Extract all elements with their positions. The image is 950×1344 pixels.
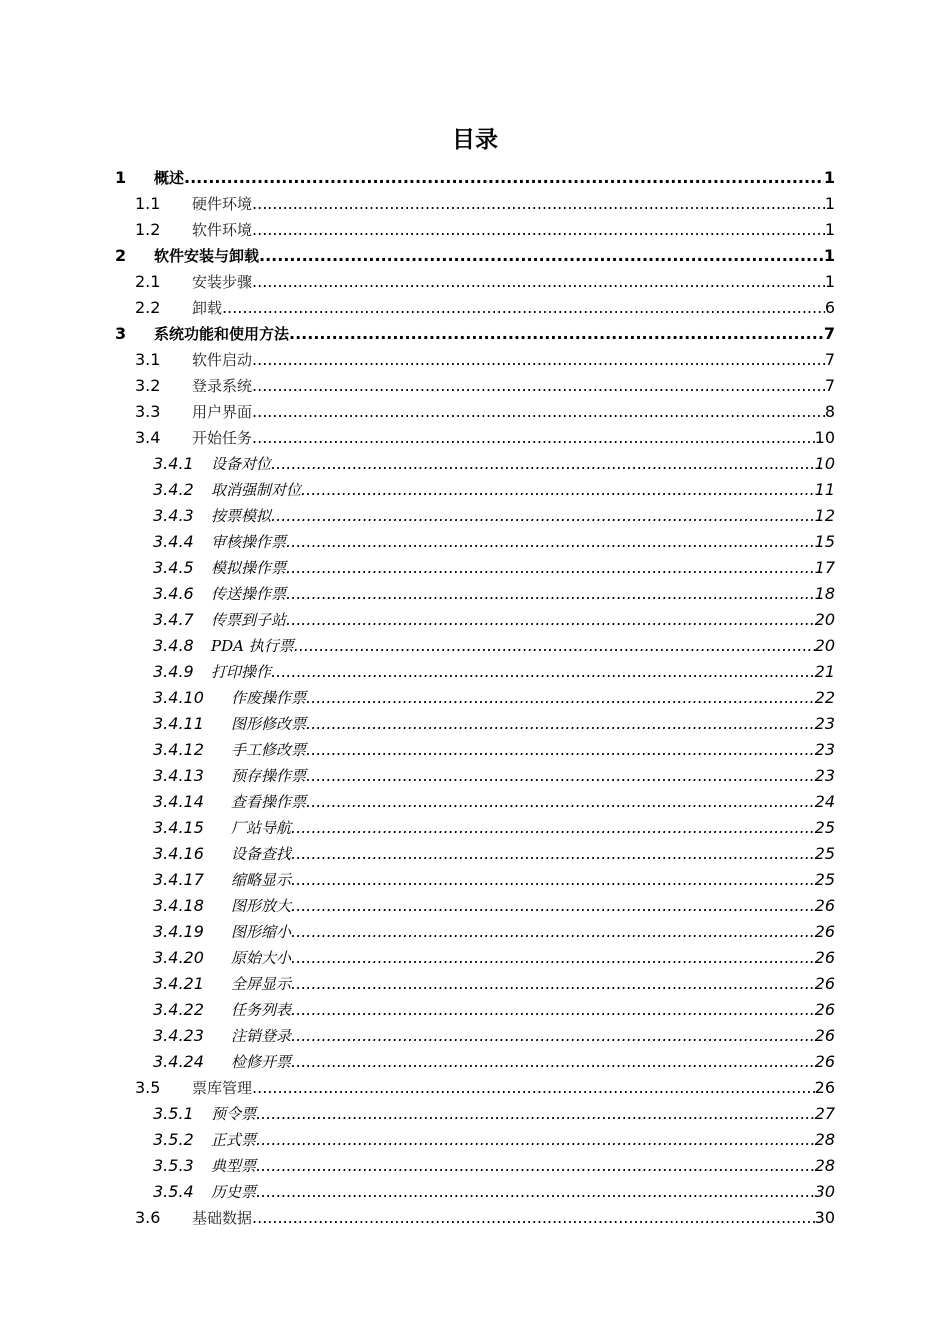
toc-entry-page-number: 25 xyxy=(814,818,835,837)
toc-entry-page-number: 15 xyxy=(814,532,835,551)
toc-entry-number: 3.4.7 xyxy=(153,610,194,629)
toc-entry-label: 图形缩小 xyxy=(231,923,292,941)
toc-entry-page-number: 26 xyxy=(814,1052,835,1071)
toc-entry-label: 软件环境 xyxy=(192,221,253,239)
toc-entry-number: 1.1 xyxy=(135,194,161,213)
toc-entry[interactable] xyxy=(153,734,835,760)
toc-entry[interactable] xyxy=(135,1202,835,1228)
toc-leader-dots xyxy=(291,1052,815,1072)
toc-leader-dots xyxy=(286,532,815,552)
toc-entry-label: 取消强制对位 xyxy=(211,481,302,499)
toc-entry-page-number: 23 xyxy=(814,714,835,733)
toc-leader-dots xyxy=(252,220,825,240)
toc-leader-dots xyxy=(271,506,815,526)
toc-entry-label: 全屏显示 xyxy=(231,975,292,993)
toc-entry-label: 基础数据 xyxy=(192,1209,253,1227)
toc-entry-label: 卸载 xyxy=(192,299,223,317)
toc-entry-number: 3.5.4 xyxy=(153,1182,194,1201)
toc-entry-label: 传票到子站 xyxy=(211,611,287,629)
toc-entry-label: 用户界面 xyxy=(192,403,253,421)
toc-entry-number: 3.4.4 xyxy=(153,532,194,551)
toc-entry[interactable] xyxy=(153,1098,835,1124)
toc-entry-number: 3.4.23 xyxy=(153,1026,204,1045)
toc-entry[interactable] xyxy=(153,812,835,838)
toc-entry-number: 3.4.2 xyxy=(153,480,194,499)
toc-entry-label: 查看操作票 xyxy=(231,793,307,811)
toc-entry[interactable] xyxy=(153,1020,835,1046)
toc-entry-number: 3.4.11 xyxy=(153,714,204,733)
toc-entry[interactable] xyxy=(153,994,835,1020)
toc-leader-dots xyxy=(286,558,815,578)
toc-entry-label: 正式票 xyxy=(211,1131,257,1149)
toc-leader-dots xyxy=(301,480,815,500)
toc-leader-dots xyxy=(271,662,815,682)
toc-leader-dots xyxy=(286,610,815,630)
toc-entry[interactable] xyxy=(153,760,835,786)
toc-entry-label: 设备对位 xyxy=(211,455,272,473)
toc-entry-number: 3.3 xyxy=(135,402,161,421)
toc-leader-dots xyxy=(291,1026,815,1046)
toc-entry[interactable] xyxy=(153,838,835,864)
toc-entry-page-number: 26 xyxy=(814,896,835,915)
toc-entry[interactable] xyxy=(153,1150,835,1176)
toc-entry-label: 系统功能和使用方法 xyxy=(154,325,290,343)
toc-entry-page-number: 26 xyxy=(814,1026,835,1045)
toc-entry-page-number: 20 xyxy=(814,636,835,655)
toc-entry-page-number: 1 xyxy=(824,220,835,239)
toc-entry-page-number: 18 xyxy=(814,584,835,603)
toc-entry[interactable] xyxy=(153,604,835,630)
toc-entry[interactable] xyxy=(153,1124,835,1150)
toc-entry[interactable] xyxy=(153,916,835,942)
toc-entry-page-number: 26 xyxy=(814,1000,835,1019)
toc-entry-page-number: 30 xyxy=(814,1208,835,1227)
toc-entry-label: 模拟操作票 xyxy=(211,559,287,577)
toc-entry-number: 3.4.10 xyxy=(153,688,204,707)
toc-entry-page-number: 1 xyxy=(824,272,835,291)
toc-entry-number: 3.4.5 xyxy=(153,558,194,577)
toc-leader-dots xyxy=(306,688,815,708)
toc-leader-dots xyxy=(259,246,824,266)
toc-leader-dots xyxy=(252,376,825,396)
toc-entry[interactable] xyxy=(115,240,835,266)
toc-leader-dots xyxy=(252,1078,815,1098)
toc-entry-number: 1.2 xyxy=(135,220,161,239)
toc-entry[interactable] xyxy=(135,370,835,396)
toc-entry-number: 3.4.8 xyxy=(153,636,194,655)
toc-entry-label: 硬件环境 xyxy=(192,195,253,213)
toc-entry-number: 3.5.3 xyxy=(153,1156,194,1175)
toc-leader-dots xyxy=(256,1156,815,1176)
toc-entry-number: 2.1 xyxy=(135,272,161,291)
toc-entry[interactable] xyxy=(135,344,835,370)
toc-entry-page-number: 22 xyxy=(814,688,835,707)
toc-entry-number: 3.4.24 xyxy=(153,1052,204,1071)
toc-entry-number: 3.4.12 xyxy=(153,740,204,759)
toc-entry-number: 3.4 xyxy=(135,428,161,447)
toc-entry-page-number: 12 xyxy=(814,506,835,525)
toc-entry-label: 作废操作票 xyxy=(231,689,307,707)
toc-entry[interactable] xyxy=(115,162,835,188)
toc-entry[interactable] xyxy=(153,1046,835,1072)
toc-leader-dots xyxy=(294,636,815,656)
toc-entry-label: 历史票 xyxy=(211,1183,257,1201)
toc-entry-label: 传送操作票 xyxy=(211,585,287,603)
toc-entry-label: 厂站导航 xyxy=(231,819,292,837)
toc-entry-page-number: 30 xyxy=(814,1182,835,1201)
toc-leader-dots xyxy=(306,714,815,734)
toc-entry-label: 登录系统 xyxy=(192,377,253,395)
toc-leader-dots xyxy=(291,922,815,942)
toc-entry-number: 3.4.3 xyxy=(153,506,194,525)
toc-leader-dots xyxy=(306,792,815,812)
toc-entry-page-number: 25 xyxy=(814,870,835,889)
toc-entry-page-number: 7 xyxy=(824,376,835,395)
toc-entry-label: 软件启动 xyxy=(192,351,253,369)
toc-entry-label: 软件安装与卸载 xyxy=(154,247,260,265)
toc-leader-dots xyxy=(256,1130,815,1150)
toc-entry[interactable] xyxy=(135,266,835,292)
toc-entry[interactable] xyxy=(153,448,835,474)
toc-entry-label: 打印操作 xyxy=(211,663,272,681)
toc-entry-page-number: 26 xyxy=(814,974,835,993)
toc-entry-number: 3.4.19 xyxy=(153,922,204,941)
toc-entry-label: 图形放大 xyxy=(231,897,292,915)
toc-entry-label: 检修开票 xyxy=(231,1053,292,1071)
toc-entry-label: 预存操作票 xyxy=(231,767,307,785)
toc-entry-label: 缩略显示 xyxy=(231,871,292,889)
toc-entry-number: 3.4.18 xyxy=(153,896,204,915)
toc-leader-dots xyxy=(291,1000,815,1020)
toc-entry-page-number: 1 xyxy=(823,246,835,265)
toc-leader-dots xyxy=(291,870,815,890)
toc-leader-dots xyxy=(291,948,815,968)
toc-entry-page-number: 21 xyxy=(814,662,835,681)
toc-entry-label: 典型票 xyxy=(211,1157,257,1175)
toc-entry[interactable] xyxy=(153,708,835,734)
toc-entry-number: 3.5.1 xyxy=(153,1104,194,1123)
toc-entry-page-number: 1 xyxy=(823,168,835,187)
toc-entry[interactable] xyxy=(153,656,835,682)
toc-entry-number: 3.4.17 xyxy=(153,870,204,889)
toc-entry[interactable] xyxy=(153,682,835,708)
toc-entry[interactable] xyxy=(135,292,835,318)
toc-entry[interactable] xyxy=(135,1072,835,1098)
toc-leader-dots xyxy=(256,1182,815,1202)
toc-entry-label: 预令票 xyxy=(211,1105,257,1123)
toc-entry[interactable] xyxy=(153,578,835,604)
toc-leader-dots xyxy=(271,454,815,474)
toc-leader-dots xyxy=(291,818,815,838)
toc-leader-dots xyxy=(306,766,815,786)
toc-entry-number: 3.6 xyxy=(135,1208,161,1227)
toc-entry[interactable] xyxy=(135,396,835,422)
toc-entry-number: 3.5 xyxy=(135,1078,161,1097)
toc-entry-number: 3.4.21 xyxy=(153,974,204,993)
toc-entry-label: 开始任务 xyxy=(192,429,253,447)
toc-entry-label: 设备查找 xyxy=(231,845,292,863)
toc-entry-number: 3.4.16 xyxy=(153,844,204,863)
toc-leader-dots xyxy=(291,974,815,994)
toc-leader-dots xyxy=(252,350,825,370)
toc-entry-page-number: 24 xyxy=(814,792,835,811)
toc-leader-dots xyxy=(252,1208,815,1228)
toc-entry[interactable] xyxy=(153,968,835,994)
toc-entry-page-number: 25 xyxy=(814,844,835,863)
toc-entry-page-number: 28 xyxy=(814,1130,835,1149)
toc-entry-label: 票库管理 xyxy=(192,1079,253,1097)
toc-entry[interactable] xyxy=(135,188,835,214)
toc-leader-dots xyxy=(252,194,825,214)
toc-entry-label: 图形修改票 xyxy=(231,715,307,733)
toc-entry-label: 概述 xyxy=(154,169,185,187)
toc-entry[interactable] xyxy=(153,526,835,552)
toc-entry-label: 按票模拟 xyxy=(211,507,272,525)
toc-leader-dots xyxy=(256,1104,815,1124)
toc-entry[interactable] xyxy=(153,942,835,968)
toc-leader-dots xyxy=(291,844,815,864)
toc-entry-page-number: 10 xyxy=(814,454,835,473)
toc-entry-page-number: 28 xyxy=(814,1156,835,1175)
toc-entry-label: PDA 执行票 xyxy=(211,637,294,655)
toc-entry-number: 3.4.9 xyxy=(153,662,194,681)
toc-entry-page-number: 23 xyxy=(814,740,835,759)
toc-leader-dots xyxy=(222,298,825,318)
toc-leader-dots xyxy=(252,272,825,292)
toc-entry[interactable] xyxy=(153,500,835,526)
toc-entry-number: 3.4.14 xyxy=(153,792,204,811)
toc-entry-page-number: 26 xyxy=(814,1078,835,1097)
toc-entry-number: 3.4.22 xyxy=(153,1000,204,1019)
toc-entry-number: 3.4.13 xyxy=(153,766,204,785)
toc-leader-dots xyxy=(306,740,815,760)
toc-entry-page-number: 7 xyxy=(823,324,835,343)
toc-entry-number: 3 xyxy=(115,324,127,343)
toc-entry[interactable] xyxy=(153,864,835,890)
toc-entry-page-number: 6 xyxy=(824,298,835,317)
toc-leader-dots xyxy=(289,324,824,344)
toc-entry-number: 3.4.15 xyxy=(153,818,204,837)
toc-entry-page-number: 11 xyxy=(814,480,835,499)
toc-entry[interactable] xyxy=(135,422,835,448)
toc-entry[interactable] xyxy=(135,214,835,240)
toc-entry-number: 3.1 xyxy=(135,350,161,369)
toc-entry[interactable] xyxy=(153,1176,835,1202)
toc-entry-number: 3.4.6 xyxy=(153,584,194,603)
toc-entry[interactable] xyxy=(153,552,835,578)
toc-entry-number: 3.4.1 xyxy=(153,454,194,473)
toc-entry-label: 手工修改票 xyxy=(231,741,307,759)
toc-entry-page-number: 27 xyxy=(814,1104,835,1123)
toc-entry-number: 2.2 xyxy=(135,298,161,317)
toc-entry-label: 安装步骤 xyxy=(192,273,253,291)
toc-leader-dots xyxy=(291,896,815,916)
page-title: 目录 xyxy=(452,127,498,153)
toc-entry-number: 3.2 xyxy=(135,376,161,395)
toc-entry-number: 1 xyxy=(115,168,127,187)
toc-entry-label: 原始大小 xyxy=(231,949,292,967)
toc-entry-number: 3.4.20 xyxy=(153,948,204,967)
toc-entry-label: 审核操作票 xyxy=(211,533,287,551)
toc-entry-page-number: 17 xyxy=(814,558,835,577)
toc-entry[interactable] xyxy=(153,630,835,656)
toc-entry-page-number: 1 xyxy=(824,194,835,213)
toc-leader-dots xyxy=(286,584,815,604)
toc-entry-label: 任务列表 xyxy=(231,1001,292,1019)
toc-entry-number: 3.5.2 xyxy=(153,1130,194,1149)
toc-entry-page-number: 26 xyxy=(814,922,835,941)
toc-entry-page-number: 26 xyxy=(814,948,835,967)
toc-entry-page-number: 7 xyxy=(824,350,835,369)
toc-entry[interactable] xyxy=(115,318,835,344)
toc-leader-dots xyxy=(252,428,815,448)
toc-entry-page-number: 23 xyxy=(814,766,835,785)
toc-leader-dots xyxy=(184,168,824,188)
toc-entry-page-number: 20 xyxy=(814,610,835,629)
toc-entry-page-number: 8 xyxy=(824,402,835,421)
toc-entry-number: 2 xyxy=(115,246,127,265)
toc-entry[interactable] xyxy=(153,474,835,500)
toc-entry-page-number: 10 xyxy=(814,428,835,447)
toc-entry[interactable] xyxy=(153,890,835,916)
toc-leader-dots xyxy=(252,402,825,422)
toc-entry[interactable] xyxy=(153,786,835,812)
toc-entry-label: 注销登录 xyxy=(231,1027,292,1045)
